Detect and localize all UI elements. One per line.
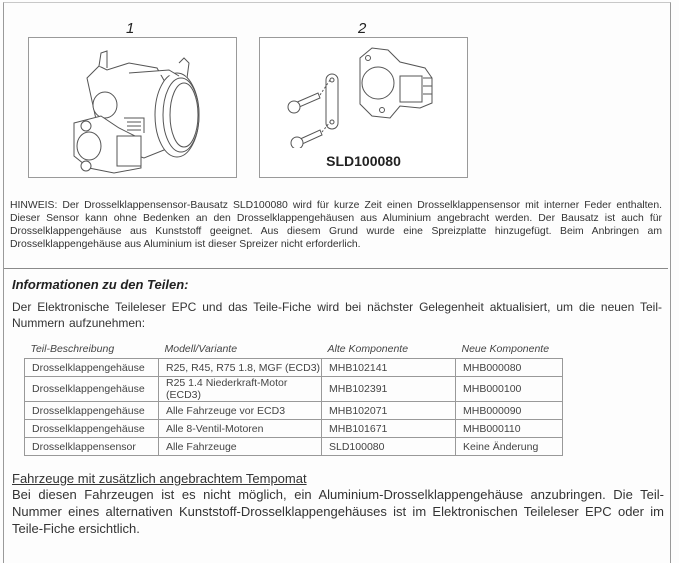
cell-new-component: MHB000110 xyxy=(456,420,563,438)
header-model-variant: Modell/Variante xyxy=(164,343,238,355)
table-row xyxy=(25,359,563,377)
header-old-component: Alte Komponente xyxy=(327,343,409,355)
cell-part-description: Drosselklappengehäuse xyxy=(25,420,159,438)
cell-new-component: MHB000090 xyxy=(456,402,563,420)
cell-model-variant: R25, R45, R75 1.8, MGF (ECD3) xyxy=(159,359,322,377)
cell-old-component: MHB102071 xyxy=(322,402,456,420)
table-row xyxy=(25,420,563,438)
table-row xyxy=(25,377,563,402)
cruise-control-paragraph: Bei diesen Fahrzeugen ist es nicht möglich, ein Aluminium-Drosselklappengehäuse anzubringen. Die Teil-Nummer eines alternativen Kunststoff-Drosselklappengehäuses ist im Elektronischen Teileleser EPC oder im Teile-Fiche ersichtlich. xyxy=(12,487,664,536)
cell-model-variant: Alle Fahrzeuge xyxy=(159,438,322,456)
cell-part-description: Drosselklappengehäuse xyxy=(25,377,159,402)
cell-new-component: MHB000100 xyxy=(456,377,563,402)
cell-model-variant: Alle Fahrzeuge vor ECD3 xyxy=(159,402,322,420)
cruise-control-heading: Fahrzeuge mit zusätzlich angebrachtem Tempomat xyxy=(12,471,307,486)
header-part-description: Teil-Beschreibung xyxy=(30,343,115,355)
table-row xyxy=(25,402,563,420)
cell-new-component: Keine Änderung xyxy=(456,438,563,456)
notice-paragraph: HINWEIS: Der Drosselklappensensor-Bausatz SLD100080 wird für kurze Zeit einen Drosselklappensensor mit interner Feder enthalten. Dieser Sensor kann ohne Bedenken an den Drosselklappengehäusen aus Aluminium angebracht werden. Der Bausatz ist auch für Drosselklappengehäuse aus Kunststoff geeignet. Aus diesem Grund wurde eine Spreizplatte hinzugefügt. Beim Anbringen am Drosselklappengehäuse aus Aluminium ist dieser Spreizer nicht erforderlich. xyxy=(10,200,662,250)
section-divider xyxy=(4,268,668,269)
cell-old-component: MHB102141 xyxy=(322,359,456,377)
parts-info-intro: Der Elektronische Teileleser EPC und das Teile-Fiche wird bei nächster Gelegenheit aktualisiert, um die neuen Teil-Nummern aufzunehmen: xyxy=(12,300,662,330)
figure-1-number: 1 xyxy=(126,20,135,37)
cell-part-description: Drosselklappensensor xyxy=(25,438,159,456)
cell-part-description: Drosselklappengehäuse xyxy=(25,402,159,420)
cell-old-component: MHB102391 xyxy=(322,377,456,402)
cell-model-variant: Alle 8-Ventil-Motoren xyxy=(159,420,322,438)
cell-old-component: MHB101671 xyxy=(322,420,456,438)
parts-info-heading: Informationen zu den Teilen: xyxy=(12,277,189,292)
throttle-body-illustration xyxy=(29,38,236,177)
throttle-sensor-kit-illustration xyxy=(260,38,467,148)
cell-part-description: Drosselklappengehäuse xyxy=(25,359,159,377)
table-row xyxy=(25,438,563,456)
cell-old-component: SLD100080 xyxy=(322,438,456,456)
parts-table xyxy=(24,343,563,456)
table-header-row xyxy=(25,343,563,359)
figure-1-box xyxy=(28,37,237,178)
figure-2-number: 2 xyxy=(358,20,367,37)
figure-2-box xyxy=(259,37,468,178)
figure-2-caption: SLD100080 xyxy=(326,153,401,169)
cell-model-variant: R25 1.4 Niederkraft-Motor (ECD3) xyxy=(159,377,322,402)
header-new-component: Neue Komponente xyxy=(461,343,550,355)
cell-new-component: MHB000080 xyxy=(456,359,563,377)
